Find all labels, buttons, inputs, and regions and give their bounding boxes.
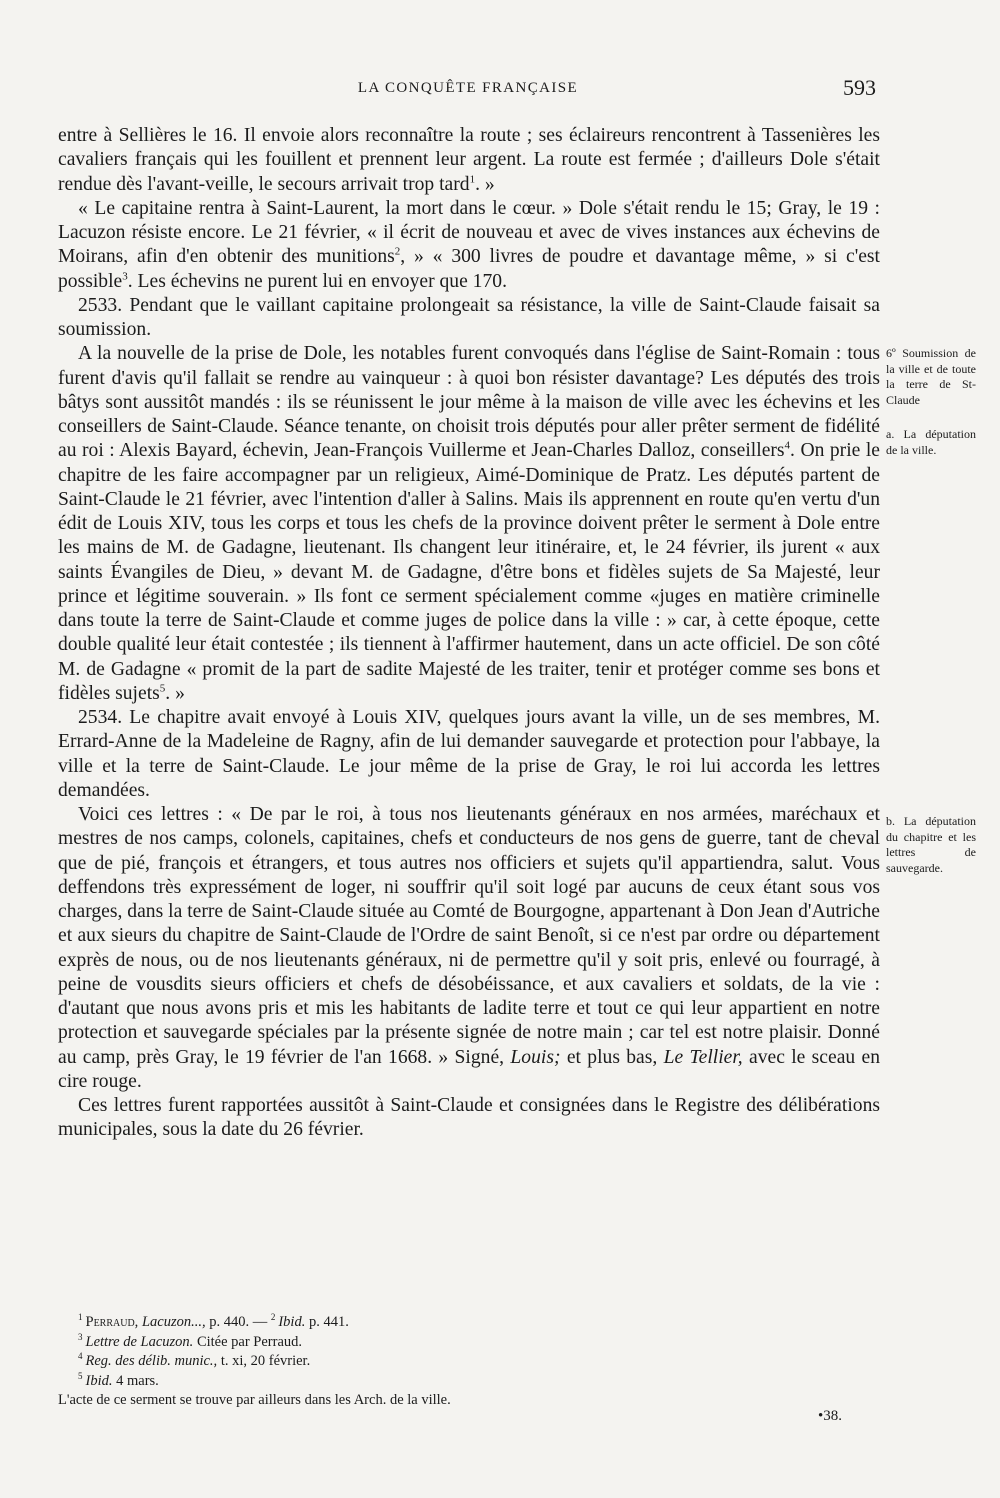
running-title: LA CONQUÊTE FRANÇAISE	[357, 80, 579, 96]
paragraph-2534: 2534. Le chapitre avait envoyé à Louis XIV, quelques jours avant la ville, un de ses membres, M. Errard-Anne de la Madeleine de Ragny, afin de lui demander sauvegarde et protection pour l'abbaye, la ville et la terre de Saint-Claude. Le jour même de la prise de Gray, le roi lui accorda les lettres demandées.	[58, 707, 880, 801]
margin-note-submission: 6º Soumission de la ville et de toute la terre de St-Claude	[886, 346, 976, 407]
paragraph: entre à Sellières le 16. Il envoie alors reconnaître la route ; ses éclaireurs rencontrent à Tassenières les cavaliers français qui les fouillent et prennent leur argent. La route est fermée ; d'ailleurs Dole s'était rendue dès l'avant-veille, le secours arrivait trop tard$^1$. »	[58, 125, 880, 195]
footnote-5: $^5$ Ibid. 4 mars.	[78, 1370, 159, 1389]
paragraph: « Le capitaine rentra à Saint-Laurent, la mort dans le cœur. » Dole s'était rendu le 15; Gray, le 19 : Lacuzon résiste encore. Le 21 février, « il écrit de nouveau et avec de vives instances aux échevins de Moirans, afin d'en obtenir des munitions$^2$, » « 300 livres de poudre et davantage même, » si c'est possible$^3$. Les échevins ne purent lui en envoyer que 170.	[58, 197, 881, 292]
footnote-4: $^4$ Reg. des délib. munic., t. xi, 20 février.	[78, 1351, 311, 1370]
footnote-ref: 1	[469, 172, 476, 185]
page-header	[58, 76, 878, 102]
footnote-3: $^3$ Lettre de Lacuzon. Citée par Perraud.	[78, 1331, 303, 1350]
paragraph-2533: 2533. Pendant que le vaillant capitaine prolongeait sa résistance, la ville de Saint-Claude faisait sa soumission.	[58, 294, 880, 340]
footnote-1-2: $^1$ Perraud, Lacuzon..., p. 440. — $^2$ Ibid. p. 441.	[78, 1312, 349, 1330]
footnote-5-continuation: L'acte de ce serment se trouve par ailleurs dans les Arch. de la ville.	[58, 1392, 451, 1409]
footnote-ref: 5	[159, 682, 166, 695]
signature-mark: •38.	[818, 1408, 843, 1424]
footnote-ref: 3	[122, 269, 128, 282]
paragraph: Voici ces lettres : « De par le roi, à tous nos lieutenants généraux en nos armées, maréchaux et mestres de nos camps, colonels, capitaines, chefs et conducteurs de nos gens de guerre, tant de cheval que de pié, françois et étrangers, et tous autres nos officiers et sujets qu'il appartiendra, salut. Vous deffendons très expressément de loger, ni souffrir qu'il soit logé par aucuns de ceux étant sous vos charges, dans la terre de Saint-Claude située au Comté de Bourgogne, appartenant à Don Jean d'Autriche et aux sieurs du chapitre de Saint-Claude de l'Ordre de saint Benoît, si ce n'est par ordre ou département exprès de nous, ou de nos lieutenants généraux, ni de permettre qu'il y soit pris, enlevé ou fourragé, à peine de vousdits sieurs officiers et chefs de désobéissance, et aux cavaliers et soldats, de la vie : d'autant que nous avons pris et mis les habitants de ladite terre et tout ce qui leur appartient en notre protection et sauvegarde spéciales par la présente signée de notre main ; car tel est notre plaisir. Donné au camp, près Gray, le 19 février de l'an 1668. » Signé, Louis; et plus bas, Le Tellier, avec le sceau en cire rouge.	[58, 804, 881, 1092]
footnote-ref: 4	[784, 439, 791, 452]
margin-note-city-deputation: a. La députation de la ville.	[886, 427, 976, 457]
page-number: 593	[843, 75, 876, 100]
paragraph: A la nouvelle de la prise de Dole, les notables furent convoqués dans l'église de Saint-Romain : tous furent d'avis qu'il fallait se rendre au vainqueur : à quoi bon résister davantage? Les députés des trois bâtys sont aussitôt mandés : ils se réunissent le jour même à la maison de ville avec les échevins et les conseillers de Saint-Claude. Séance tenante, on choisit trois députés pour aller prêter serment de fidélité au roi : Alexis Bayard, échevin, Jean-François Vuillerme et Jean-Charles Dalloz, conseillers$^4$. On prie le chapitre de les faire accompagner par un religieux, Aimé-Dominique de Pratz. Les députés partent de Saint-Claude le 21 février, avec l'intention d'aller à Salins. Mais ils apprennent en route qu'en vertu d'un édit de Louis XIV, tous les corps et tous les chefs de la province doivent prêter le serment à Dole entre les mains de M. de Gadagne, lieutenant. Ils changent leur itinéraire, et, le 24 février, ils jurent « aux saints Évangiles de Dieu, » devant M. de Gadagne, d'être bons et fidèles sujets de Sa Majesté, leur prince et légitime souverain. » Ils font ce serment spécialement comme «juges en matière criminelle dans toute la terre de Saint-Claude et comme juges de police dans la ville : » car, à cette époque, cette double qualité leur était contestée ; ils tiennent à l'affirmer hautement, dans un acte officiel. De son côté M. de Gadagne « promit de la part de sadite Majesté de les traiter, tenir et protéger comme ses bons et fidèles sujets$^5$. »	[58, 343, 880, 704]
main-text	[58, 124, 880, 1143]
paragraph: Ces lettres furent rapportées aussitôt à Saint-Claude et consignées dans le Registre des délibérations municipales, sous la date du 26 février.	[58, 1095, 880, 1141]
margin-note-chapter-deputation: b. La députation du chapitre et les lettres de sauvegarde.	[886, 814, 976, 875]
footnotes	[58, 1312, 838, 1411]
footnote-ref: 2	[394, 245, 401, 258]
